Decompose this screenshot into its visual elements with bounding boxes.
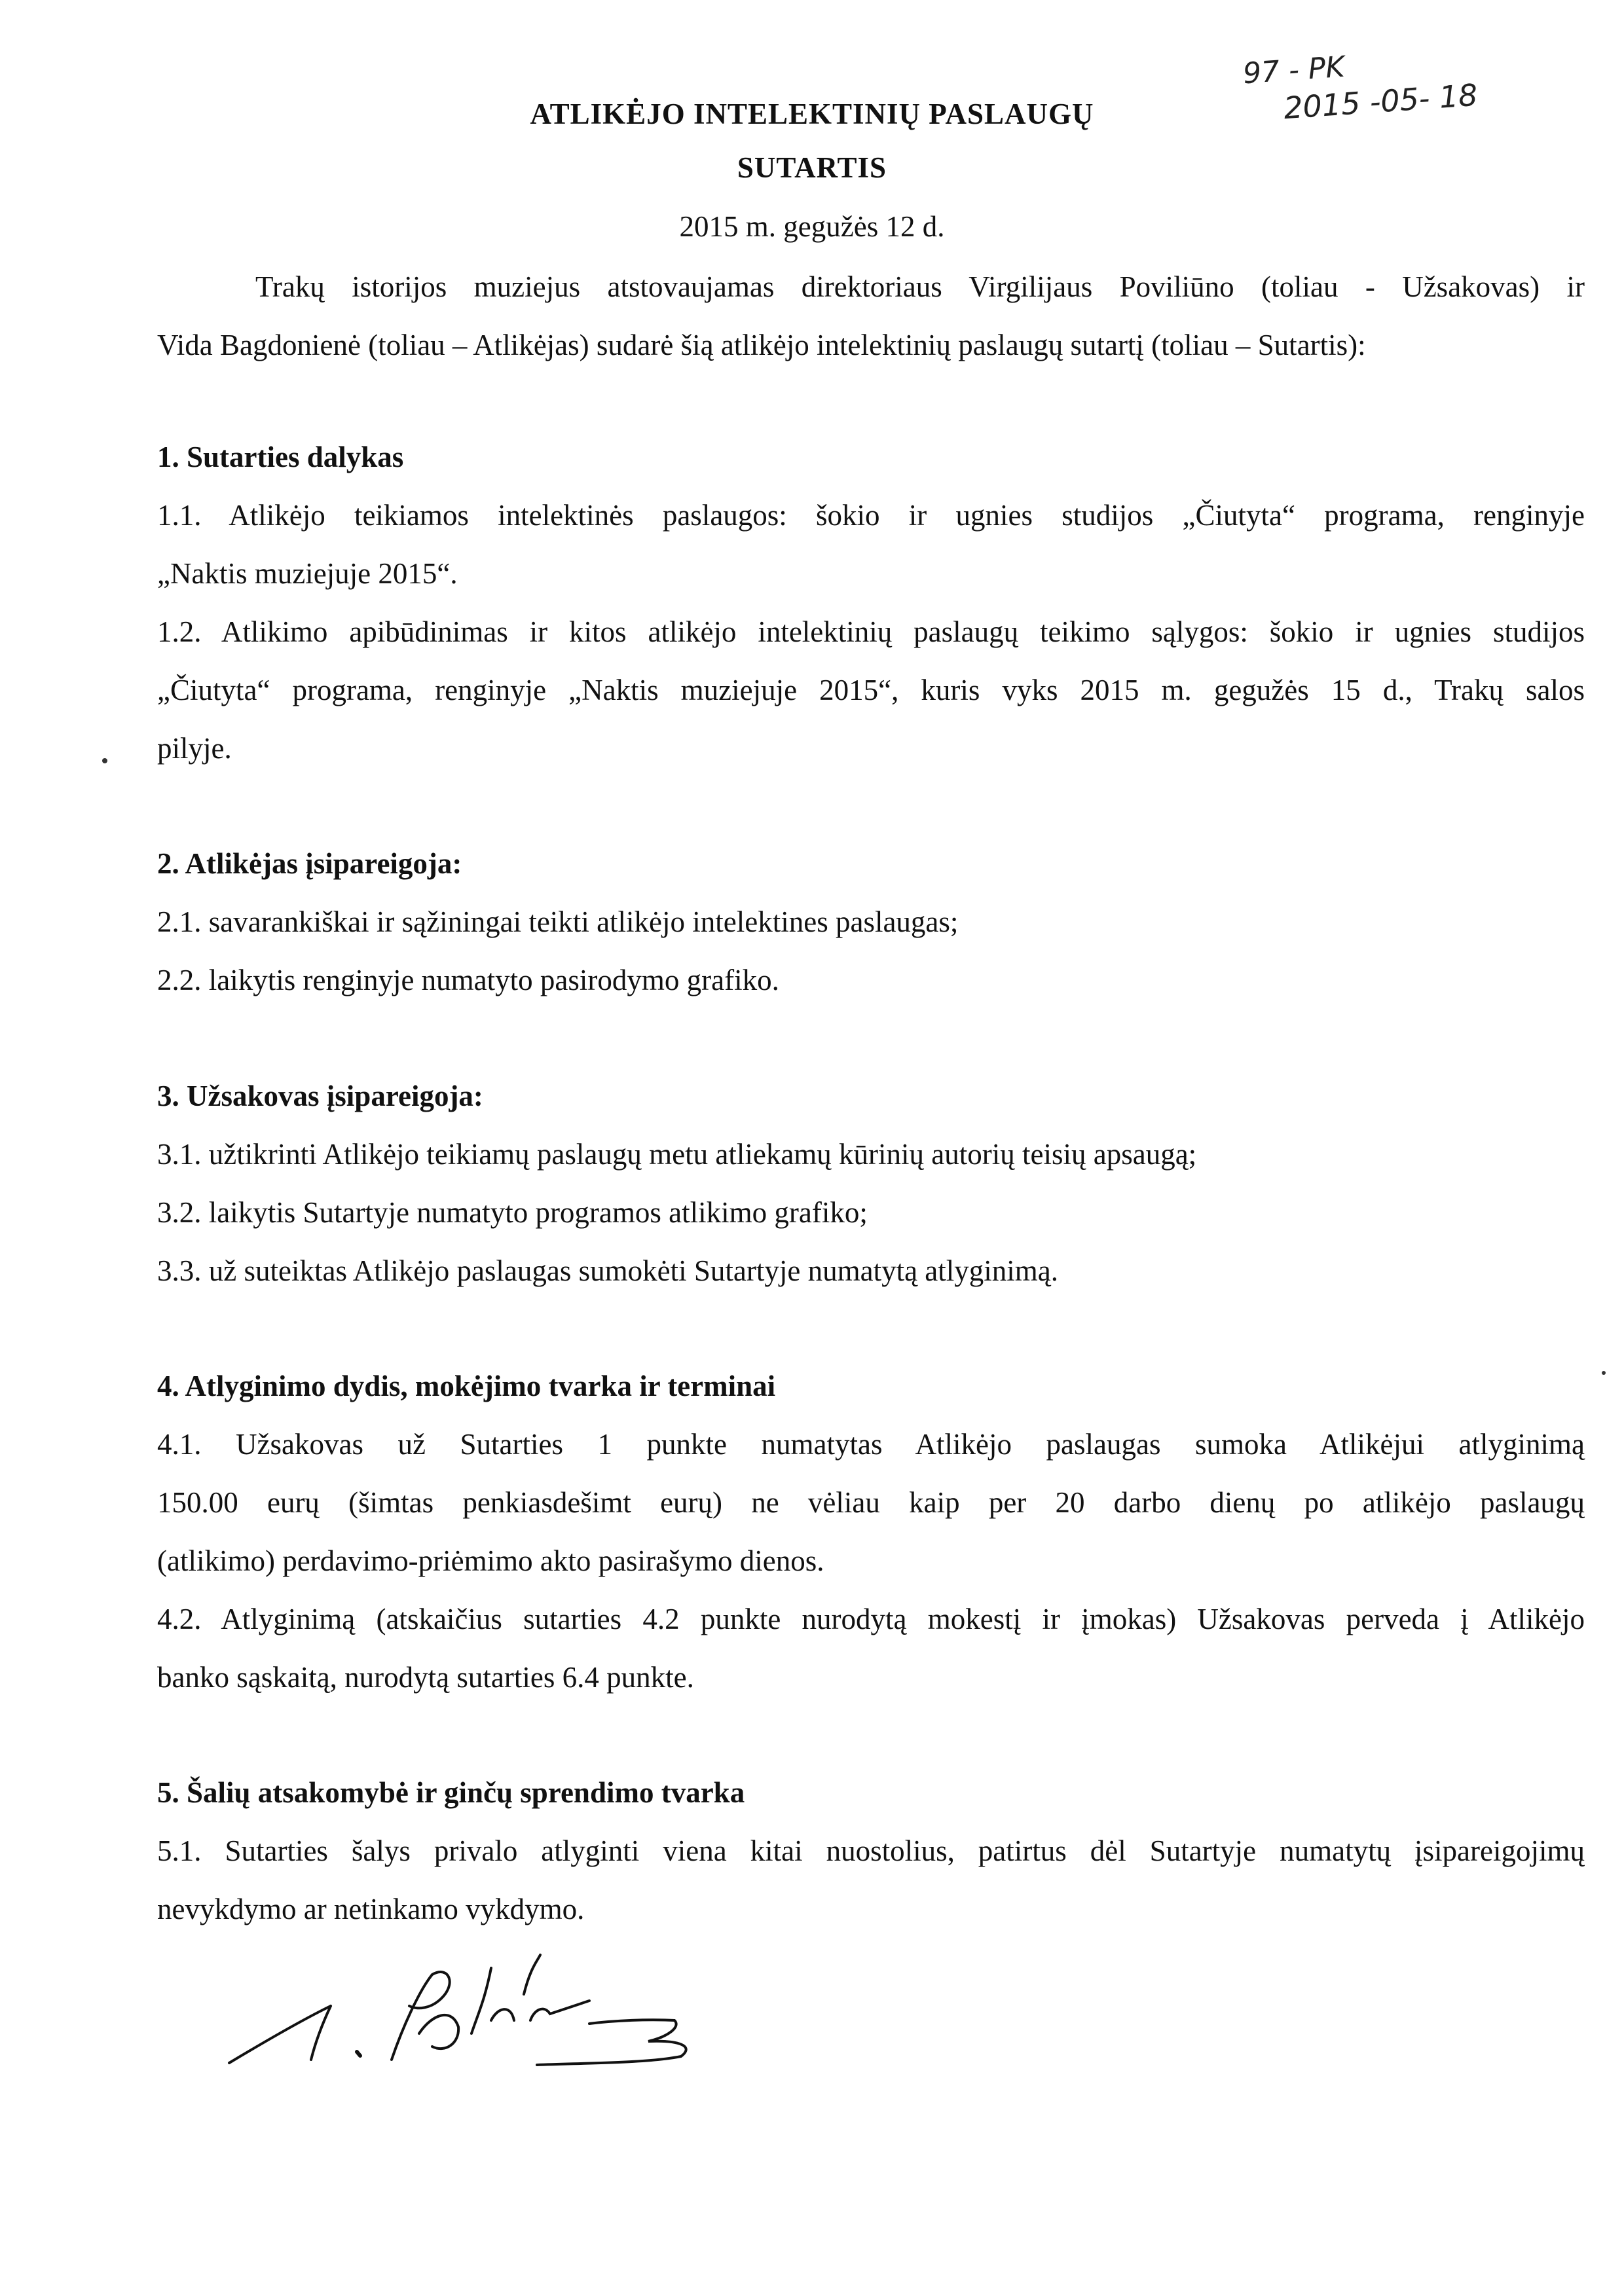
handwritten-registration-number: 97 - PK	[1242, 50, 1346, 91]
intro-line: Vida Bagdonienė (toliau – Atlikėjas) sudarė šią atlikėjo intelektinių paslaugų sutartį (toliau – Sutartis):	[157, 329, 1366, 361]
section-3-heading: 3. Užsakovas įsipareigoja:	[157, 1080, 483, 1112]
scan-speck	[1602, 1371, 1606, 1375]
paragraph-line: 4.2. Atlyginimą (atskaičius sutarties 4.2 punkte nurodytą mokestį ir įmokas) Užsakovas perveda į Atlikėjo	[157, 1603, 1585, 1635]
section-5-paragraph-1	[157, 1822, 1585, 1939]
section-1-heading: 1. Sutarties dalykas	[157, 441, 404, 473]
section-2-heading: 2. Atlikėjas įsipareigoja:	[157, 847, 462, 880]
handwritten-signature	[223, 1929, 733, 2099]
section-4-paragraph-1	[157, 1415, 1585, 1590]
section-2-list	[157, 893, 1585, 1010]
list-item: 2.1. savarankiškai ir sąžiningai teikti atlikėjo intelektines paslaugas;	[157, 905, 959, 938]
document-title: ATLIKĖJO INTELEKTINIŲ PASLAUGŲ	[530, 98, 1094, 130]
list-item: 3.3. už suteiktas Atlikėjo paslaugas sumokėti Sutartyje numatytą atlyginimą.	[157, 1254, 1059, 1287]
section-3-list	[157, 1125, 1585, 1300]
intro-paragraph	[157, 258, 1585, 374]
section-4-paragraph-2	[157, 1590, 1585, 1707]
list-item: 2.2. laikytis renginyje numatyto pasirodymo grafiko.	[157, 964, 779, 996]
paragraph-line: 150.00 eurų (šimtas penkiasdešimt eurų) ne vėliau kaip per 20 darbo dienų po atlikėjo paslaugų	[157, 1486, 1585, 1519]
contract-date: 2015 m. gegužės 12 d.	[679, 210, 945, 243]
document-subtitle: SUTARTIS	[737, 151, 887, 184]
paragraph-line: banko sąskaitą, nurodytą sutarties 6.4 punkte.	[157, 1661, 694, 1694]
paragraph-line: 5.1. Sutarties šalys privalo atlyginti viena kitai nuostolius, patirtus dėl Sutartyje numatytų įsipareigojimų	[157, 1834, 1585, 1867]
paragraph-line: (atlikimo) perdavimo-priėmimo akto pasirašymo dienos.	[157, 1544, 824, 1577]
intro-line: Trakų istorijos muziejus atstovaujamas direktoriaus Virgilijaus Poviliūno (toliau - Užsakovas) ir	[255, 270, 1585, 303]
handwritten-registration-date: 2015 -05- 18	[1282, 77, 1479, 126]
scan-speck	[102, 758, 107, 763]
paragraph-line: 4.1. Užsakovas už Sutarties 1 punkte numatytas Atlikėjo paslaugas sumoka Atlikėjui atlyginimą	[157, 1428, 1585, 1461]
list-item: 3.2. laikytis Sutartyje numatyto programos atlikimo grafiko;	[157, 1196, 868, 1229]
list-item: 3.1. užtikrinti Atlikėjo teikiamų paslaugų metu atliekamų kūrinių autorių teisių apsaugą;	[157, 1138, 1197, 1171]
paragraph-line: „Čiutyta“ programa, renginyje „Naktis muziejuje 2015“, kuris vyks 2015 m. gegužės 15 d., Trakų salos	[157, 674, 1585, 706]
section-1-paragraph-1	[157, 486, 1585, 603]
paragraph-line: pilyje.	[157, 732, 232, 765]
paragraph-line: 1.1. Atlikėjo teikiamos intelektinės paslaugos: šokio ir ugnies studijos „Čiutyta“ programa, renginyje	[157, 499, 1585, 532]
paragraph-line: 1.2. Atlikimo apibūdinimas ir kitos atlikėjo intelektinių paslaugų teikimo sąlygos: šokio ir ugnies studijos	[157, 615, 1585, 648]
section-5-heading: 5. Šalių atsakomybė ir ginčų sprendimo tvarka	[157, 1776, 745, 1809]
paragraph-line: nevykdymo ar netinkamo vykdymo.	[157, 1893, 585, 1925]
paragraph-line: „Naktis muziejuje 2015“.	[157, 557, 458, 590]
section-1-paragraph-2	[157, 603, 1585, 778]
section-4-heading: 4. Atlyginimo dydis, mokėjimo tvarka ir terminai	[157, 1370, 776, 1402]
